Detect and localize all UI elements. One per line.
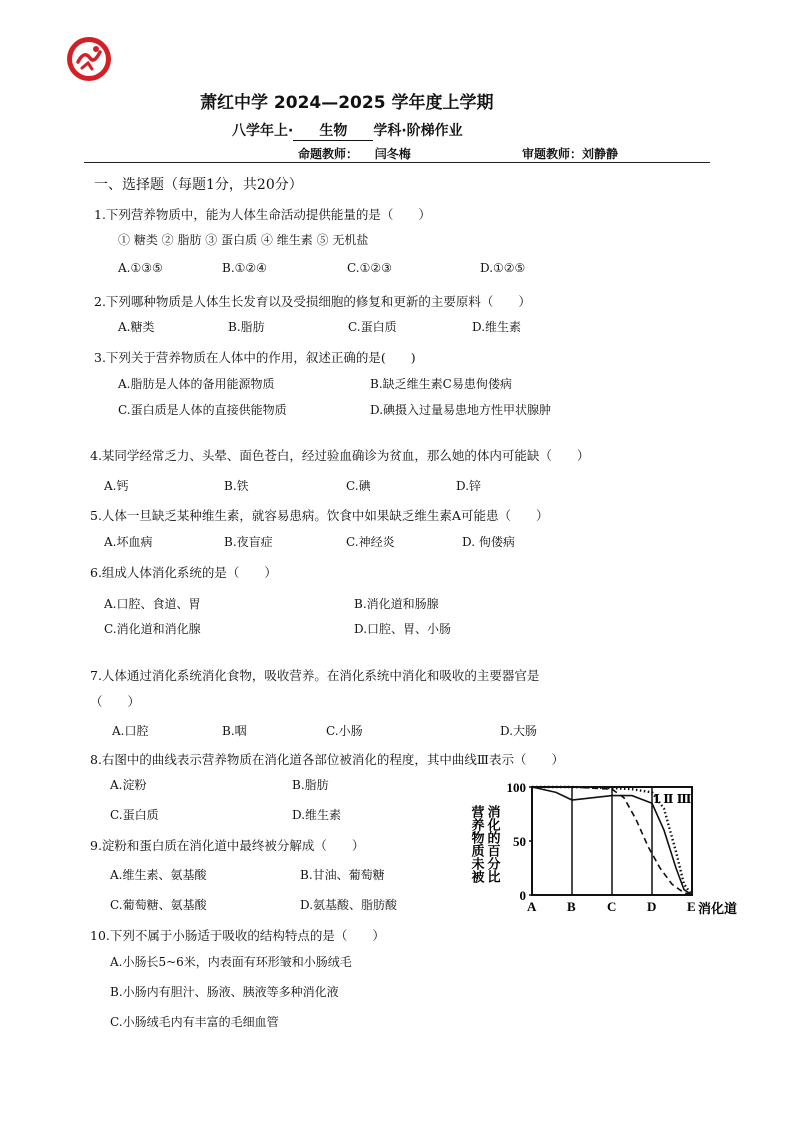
digestion-chart-svg: [462, 777, 742, 917]
q9-option-a: A.维生素、氨基酸: [110, 868, 207, 882]
q7-option-d: D.大肠: [500, 724, 538, 738]
q10-stem: 10.下列不属于小肠适于吸收的结构特点的是（ ）: [90, 928, 385, 943]
q6-stem: 6.组成人体消化系统的是（ ）: [90, 565, 277, 580]
q7-option-c: C.小肠: [326, 724, 363, 738]
school-logo: [66, 36, 112, 82]
q3-option-b: B.缺乏维生素C易患佝偻病: [370, 377, 512, 391]
chart-x-tick: C: [607, 899, 617, 914]
q10-option-b: B.小肠内有胆汁、肠液、胰液等多种消化液: [110, 985, 339, 999]
reviewer-name: 刘静静: [582, 147, 619, 161]
q9-option-b: B.甘油、葡萄糖: [300, 868, 385, 882]
q8-stem: 8.右图中的曲线表示营养物质在消化道各部位被消化的程度，其中曲线Ⅲ表示（ ）: [90, 752, 564, 767]
reviewer-label: 审题教师：: [522, 147, 583, 161]
q9-stem: 9.淀粉和蛋白质在消化道中最终被分解成（ ）: [90, 838, 365, 853]
q7-stem-blank: （ ）: [90, 694, 141, 709]
q3-option-a: A.脂肪是人体的备用能源物质: [118, 377, 275, 391]
q1-option-c: C.①②③: [347, 261, 392, 275]
q4-option-b: B.铁: [224, 479, 249, 493]
q6-option-b: B.消化道和肠腺: [354, 597, 439, 611]
q5-option-c: C.神经炎: [346, 535, 395, 549]
q1-option-b: B.①②④: [222, 261, 267, 275]
chart-y-tick: 100: [506, 780, 526, 795]
author-info: [298, 145, 411, 162]
chart-y-tick: 50: [513, 834, 526, 849]
q2-option-c: C.蛋白质: [348, 320, 397, 334]
q4-option-c: C.碘: [346, 479, 371, 493]
q3-option-c: C.蛋白质是人体的直接供能物质: [118, 403, 287, 417]
author-label: 命题教师：: [298, 147, 359, 161]
page-title: 萧红中学 2024—2025 学年度上学期: [200, 93, 494, 113]
q5-option-a: A.坏血病: [104, 535, 153, 549]
chart-ylabel-line2: 消化的百分比: [484, 805, 500, 883]
chart-xlabel: 消化道: [698, 902, 738, 917]
q4-stem: 4.某同学经常乏力、头晕、面色苍白，经过验血确诊为贫血，那么她的体内可能缺（ ）: [90, 448, 590, 463]
q6-option-a: A.口腔、食道、胃: [104, 597, 201, 611]
q2-option-a: A.糖类: [118, 320, 155, 334]
q3-option-d: D.碘摄入过量易患地方性甲状腺肿: [370, 403, 552, 417]
q7-option-b: B.咽: [222, 724, 247, 738]
q3-stem: 3.下列关于营养物质在人体中的作用，叙述正确的是( ): [94, 350, 416, 365]
q5-stem: 5.人体一旦缺乏某种维生素，就容易患病。饮食中如果缺乏维生素A可能患（ ）: [90, 508, 549, 523]
q8-option-a: A.淀粉: [110, 778, 147, 792]
chart-series-label: Ⅲ: [676, 792, 692, 806]
q2-stem: 2.下列哪种物质是人体生长发育以及受损细胞的修复和更新的主要原料（ ）: [94, 294, 531, 309]
chart-y-tick: 0: [519, 888, 526, 903]
q1-items: ① 糖类 ② 脂肪 ③ 蛋白质 ④ 维生素 ⑤ 无机盐: [118, 233, 369, 247]
chart-series-label: Ⅱ: [663, 792, 674, 806]
q1-stem: 1.下列营养物质中，能为人体生命活动提供能量的是（ ）: [94, 207, 431, 222]
reviewer-info: [522, 145, 618, 162]
header-divider: [84, 162, 710, 163]
subtitle-suffix: 学科·阶梯作业: [373, 123, 463, 139]
q8-option-d: D.维生素: [292, 808, 342, 822]
chart-x-tick: E: [687, 899, 696, 914]
q4-option-a: A.钙: [104, 479, 129, 493]
q7-stem: 7.人体通过消化系统消化食物，吸收营养。在消化系统中消化和吸收的主要器官是: [90, 668, 540, 683]
q1-option-d: D.①②⑤: [480, 261, 526, 275]
q9-option-c: C.葡萄糖、氨基酸: [110, 898, 207, 912]
q8-option-b: B.脂肪: [292, 778, 329, 792]
q8-option-c: C.蛋白质: [110, 808, 159, 822]
q7-option-a: A.口腔: [112, 724, 149, 738]
q2-option-b: B.脂肪: [228, 320, 265, 334]
chart-x-tick: B: [567, 899, 576, 914]
q2-option-d: D.维生素: [472, 320, 522, 334]
chart-x-tick: A: [527, 899, 537, 914]
q6-option-d: D.口腔、胃、小肠: [354, 622, 452, 636]
subtitle-prefix: 八学年上·: [232, 123, 294, 139]
q4-option-d: D.锌: [456, 479, 482, 493]
chart-series-label: Ⅰ: [654, 792, 660, 806]
subject-name: 生物: [293, 120, 373, 141]
q10-option-c: C.小肠绒毛内有丰富的毛细血管: [110, 1015, 279, 1029]
chart-x-tick: D: [647, 899, 657, 914]
q9-option-d: D.氨基酸、脂肪酸: [300, 898, 398, 912]
page-subtitle: [232, 120, 463, 141]
q10-option-a: A.小肠长5~6米，内表面有环形皱和小肠绒毛: [110, 955, 352, 969]
q5-option-b: B.夜盲症: [224, 535, 273, 549]
digestion-chart: [462, 777, 742, 917]
author-name: 闫冬梅: [374, 147, 411, 161]
section-title: 一、选择题（每题1分，共20分）: [94, 177, 303, 193]
q6-option-c: C.消化道和消化腺: [104, 622, 201, 636]
q1-option-a: A.①③⑤: [118, 261, 163, 275]
chart-ylabel-line1: 营养物质未被: [468, 805, 484, 883]
q5-option-d: D. 佝偻病: [462, 535, 515, 549]
